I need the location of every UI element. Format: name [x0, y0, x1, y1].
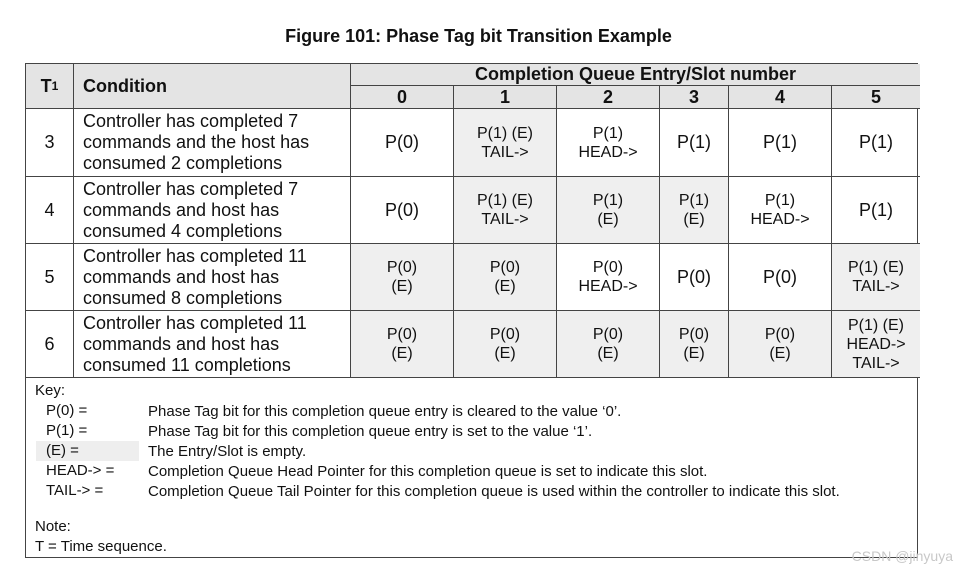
key-title: Key: [35, 382, 66, 399]
slot-cell [729, 244, 832, 311]
header-t-label: T [40, 75, 52, 96]
condition-line: consumed 11 completions [83, 354, 291, 375]
note-title: Note: [35, 518, 71, 535]
slot-number-header: 0 [351, 86, 454, 109]
condition-line: Controller has completed 11 [83, 312, 307, 333]
condition-line: consumed 2 completions [83, 153, 283, 173]
condition-line: Controller has completed 11 [83, 245, 307, 266]
slot-cell-line: P(1) (E) [477, 192, 533, 209]
key-label: P(1) = [46, 422, 88, 439]
watermark: CSDN @jinyuya [851, 548, 953, 564]
figure-title: Figure 101: Phase Tag bit Transition Example [285, 26, 672, 46]
slot-cell [454, 177, 557, 244]
condition-line: commands and host has [83, 266, 280, 287]
slot-cell [557, 109, 660, 177]
slot-cell-line: HEAD-> [846, 335, 906, 353]
slot-cell [557, 311, 660, 378]
slot-cell [351, 109, 454, 177]
slot-cell-line: P(0) [384, 132, 419, 152]
slot-cell-line: P(0) [592, 326, 624, 343]
slot-cell-line: (E) [683, 211, 705, 228]
slot-cell [351, 311, 454, 378]
key-section [26, 378, 920, 557]
slot-cell-line: (E) [391, 345, 413, 362]
slot-cell [832, 177, 920, 244]
slot-cell-line: HEAD-> [578, 143, 638, 161]
slot-cell-line: (E) [683, 345, 705, 362]
key-label: HEAD-> = [46, 462, 115, 479]
slot-cell-line: P(0) [386, 326, 418, 343]
slot-number-header: 2 [557, 86, 660, 109]
slot-cell-line: TAIL-> [852, 354, 900, 372]
slot-cell-line: P(0) [678, 326, 710, 343]
slot-cell [351, 177, 454, 244]
row-condition [74, 244, 351, 311]
slot-cell-line: (E) [494, 278, 516, 295]
row-condition [74, 109, 351, 177]
slot-cell-line: P(0) [384, 199, 419, 220]
slot-number-header: 3 [660, 86, 729, 109]
key-item [26, 482, 920, 502]
header-t [26, 64, 74, 109]
key-desc: Phase Tag bit for this completion queue entry is cleared to the value ‘0’. [148, 403, 622, 420]
slot-cell-line: P(1) [858, 132, 893, 152]
slot-cell [729, 311, 832, 378]
row-time: 4 [26, 177, 74, 244]
slot-cell [832, 311, 920, 378]
slot-cell-line: P(1) [762, 132, 797, 152]
slot-cell [832, 109, 920, 177]
slot-cell [454, 311, 557, 378]
slot-cell-line: P(0) [592, 259, 624, 276]
slot-cell-line: HEAD-> [750, 211, 810, 228]
slot-cell-line: P(1) [592, 192, 624, 209]
key-desc: Completion Queue Tail Pointer for this completion queue is used within the controller to indicate this slot. [148, 483, 840, 500]
phase-tag-table [25, 63, 918, 558]
condition-line: Controller has completed 7 [83, 111, 299, 131]
key-desc: Phase Tag bit for this completion queue entry is set to the value ‘1’. [148, 423, 593, 440]
slot-cell-line: TAIL-> [852, 278, 900, 295]
row-condition [74, 177, 351, 244]
slot-cell-line: P(1) [676, 132, 711, 152]
slot-cell-line: TAIL-> [481, 143, 529, 161]
slot-cell [454, 244, 557, 311]
slot-cell [557, 244, 660, 311]
slot-cell-line: P(0) [386, 259, 418, 276]
slot-cell-line: P(0) [762, 266, 797, 287]
slot-cell-line: P(0) [764, 326, 796, 343]
slot-cell [832, 244, 920, 311]
condition-line: consumed 8 completions [83, 287, 283, 308]
slot-cell [660, 311, 729, 378]
slot-cell-line: TAIL-> [481, 211, 529, 228]
slot-cell [454, 109, 557, 177]
slot-number-header: 5 [832, 86, 920, 109]
key-item [26, 402, 920, 422]
slot-cell [660, 244, 729, 311]
note-text: T = Time sequence. [35, 538, 167, 555]
slot-cell-line: P(1) [592, 124, 624, 142]
slot-cell-line: P(1) (E) [848, 316, 904, 334]
slot-cell-line: (E) [597, 345, 619, 362]
row-time: 6 [26, 311, 74, 378]
slot-cell-line: P(1) (E) [477, 124, 533, 142]
slot-cell-line: P(0) [489, 259, 521, 276]
condition-line: commands and host has [83, 333, 280, 354]
key-item [26, 462, 920, 482]
condition-line: consumed 4 completions [83, 220, 283, 241]
key-desc: The Entry/Slot is empty. [148, 443, 307, 460]
condition-line: commands and the host has [83, 132, 310, 152]
slot-cell-line: HEAD-> [578, 278, 638, 295]
key-label: P(0) = [46, 402, 88, 419]
header-condition: Condition [74, 64, 351, 109]
slot-cell-line: (E) [391, 278, 413, 295]
slot-number-header: 4 [729, 86, 832, 109]
slot-cell [557, 177, 660, 244]
condition-line: commands and host has [83, 199, 280, 220]
slot-number-header: 1 [454, 86, 557, 109]
slot-cell-line: P(1) [678, 192, 710, 209]
header-completion-queue: Completion Queue Entry/Slot number [351, 64, 920, 86]
slot-cell-line: P(0) [676, 266, 711, 287]
slot-cell [660, 109, 729, 177]
slot-cell [729, 177, 832, 244]
key-desc: Completion Queue Head Pointer for this completion queue is set to indicate this slot. [148, 463, 708, 480]
header-t-footnote: 1 [51, 78, 59, 93]
slot-cell-line: (E) [494, 345, 516, 362]
slot-cell-line: P(0) [489, 326, 521, 343]
condition-line: Controller has completed 7 [83, 178, 299, 199]
row-time: 3 [26, 109, 74, 177]
slot-cell-line: (E) [769, 345, 791, 362]
key-label: TAIL-> = [46, 482, 104, 499]
slot-cell [729, 109, 832, 177]
slot-cell [351, 244, 454, 311]
row-time: 5 [26, 244, 74, 311]
slot-cell-line: (E) [597, 211, 619, 228]
row-condition [74, 311, 351, 378]
slot-cell-line: P(1) (E) [848, 259, 904, 276]
key-item [26, 422, 920, 442]
key-label: (E) = [46, 442, 79, 459]
slot-cell [660, 177, 729, 244]
key-item [26, 442, 920, 462]
slot-cell-line: P(1) [858, 199, 893, 220]
slot-cell-line: P(1) [764, 192, 796, 209]
